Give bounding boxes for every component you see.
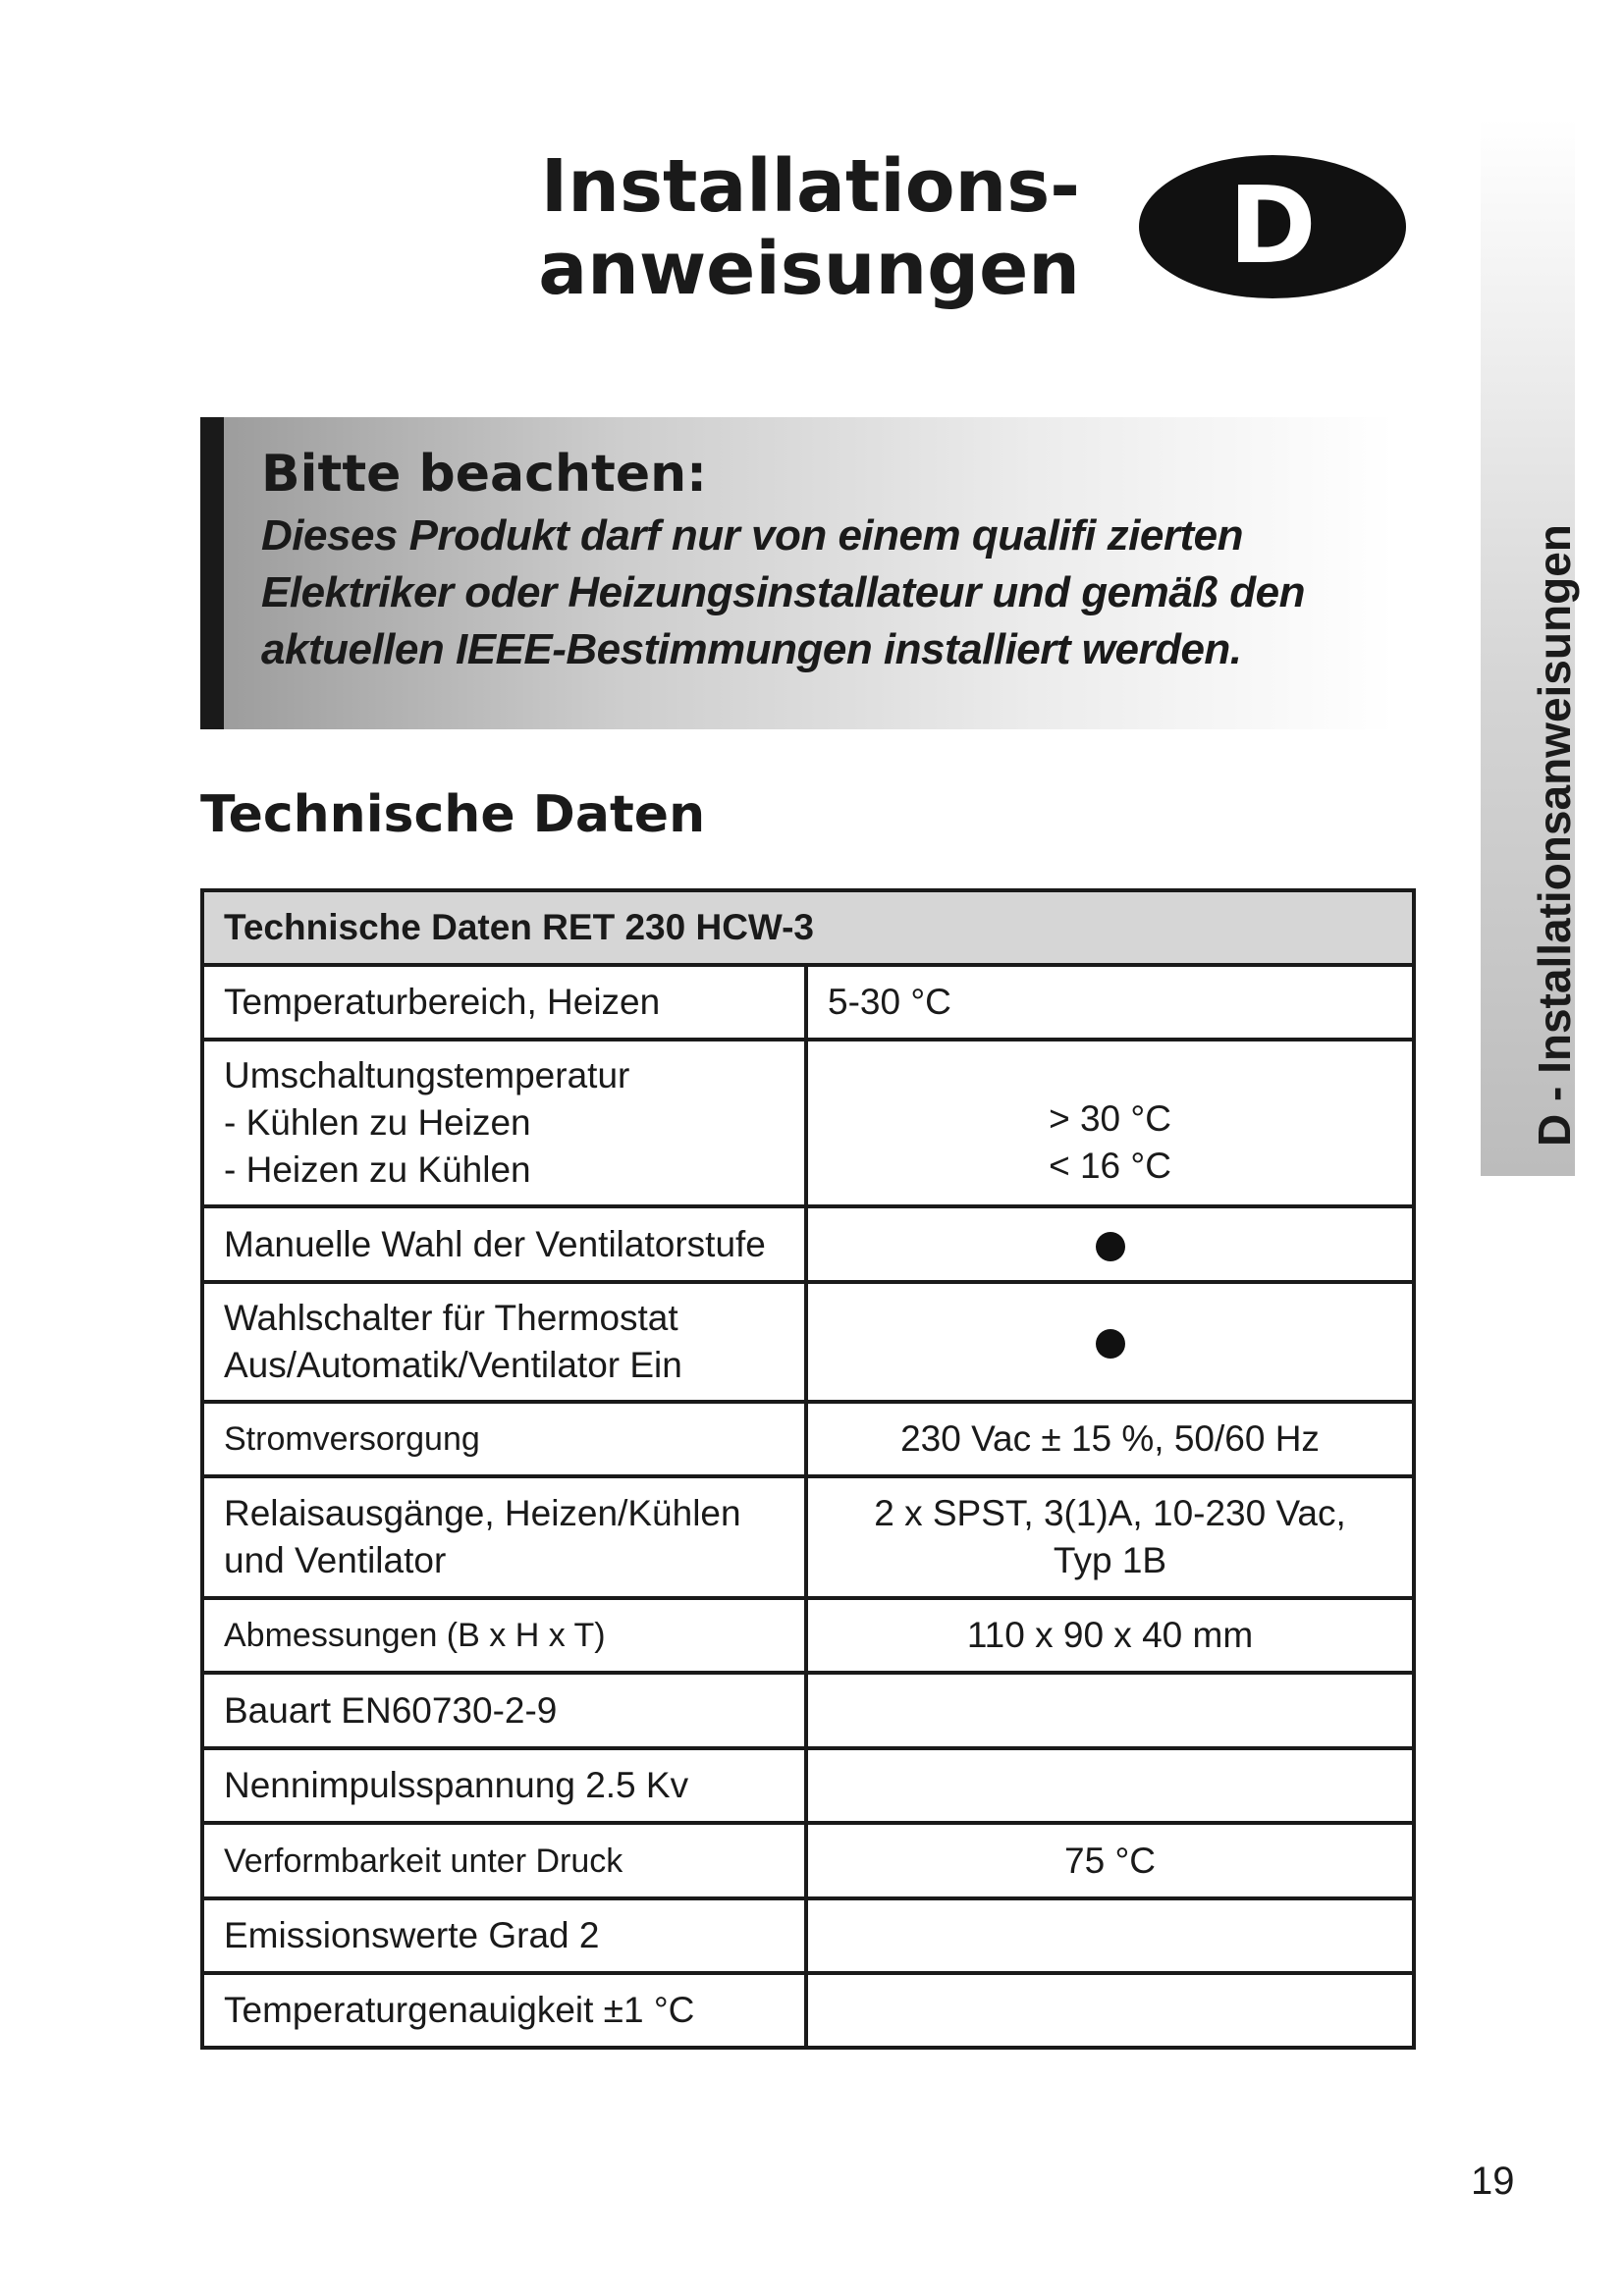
notice-heading: Bitte beachten: [261, 445, 707, 504]
table-row [202, 1898, 1414, 1973]
spec-label [202, 1476, 806, 1598]
spec-value-line: Typ 1B [1053, 1540, 1167, 1580]
spec-value: 5-30 °C [806, 965, 1414, 1040]
spec-value [806, 1282, 1414, 1402]
spec-label-line: Umschaltungstemperatur [224, 1055, 630, 1095]
spec-label-line: - Heizen zu Kühlen [224, 1149, 531, 1190]
page-title-line2: anweisungen [538, 227, 1080, 311]
spec-label: Nennimpulsspannung 2.5 Kv [202, 1748, 806, 1823]
spec-label: Verformbarkeit unter Druck [202, 1823, 806, 1898]
spec-label: Bauart EN60730-2-9 [202, 1673, 806, 1748]
section-title: Technische Daten [200, 785, 706, 844]
spec-label-line: Aus/Automatik/Ventilator Ein [224, 1345, 682, 1385]
spec-table [200, 888, 1416, 2050]
spec-label [202, 1282, 806, 1402]
side-tab-label: D - Installationsanweisungen [1529, 524, 1580, 1147]
spec-value-line: < 16 °C [1049, 1146, 1171, 1186]
spec-label-line: Wahlschalter für Thermostat [224, 1298, 678, 1338]
table-header-row [202, 890, 1414, 965]
table-row [202, 1476, 1414, 1598]
table-row [202, 1748, 1414, 1823]
table-row [202, 1282, 1414, 1402]
spec-value: 230 Vac ± 15 %, 50/60 Hz [806, 1402, 1414, 1476]
notice-accent-bar [200, 417, 224, 729]
table-row [202, 1823, 1414, 1898]
notice-text: Dieses Produkt darf nur von einem qualifi zierten Elektriker oder Heizungsinstallateur und gemäß den aktuellen IEEE-Bestimmungen installiert werden. [261, 511, 1306, 673]
spec-value [806, 1973, 1414, 2048]
table-row [202, 1673, 1414, 1748]
table-row [202, 1040, 1414, 1206]
table-row [202, 1973, 1414, 2048]
spec-label-line: - Kühlen zu Heizen [224, 1102, 531, 1143]
spec-label: Manuelle Wahl der Ventilatorstufe [202, 1206, 806, 1282]
spec-label: Temperaturgenauigkeit ±1 °C [202, 1973, 806, 2048]
language-badge: D [1139, 155, 1406, 298]
spec-label: Temperaturbereich, Heizen [202, 965, 806, 1040]
table-header: Technische Daten RET 230 HCW-3 [202, 890, 1414, 965]
bullet-dot-icon [1096, 1329, 1125, 1359]
spec-value [806, 1206, 1414, 1282]
spec-value: 75 °C [806, 1823, 1414, 1898]
spec-label: Abmessungen (B x H x T) [202, 1598, 806, 1673]
table-row [202, 1598, 1414, 1673]
spec-value [806, 1040, 1414, 1206]
page-title-line1: Installations- [540, 144, 1080, 229]
spec-label [202, 1040, 806, 1206]
spec-value-line: > 30 °C [1049, 1098, 1171, 1139]
bullet-dot-icon [1096, 1232, 1125, 1261]
spec-value [806, 1748, 1414, 1823]
spec-label: Stromversorgung [202, 1402, 806, 1476]
spec-value [806, 1476, 1414, 1598]
page-number: 19 [1471, 2160, 1515, 2203]
spec-value: 110 x 90 x 40 mm [806, 1598, 1414, 1673]
table-row [202, 965, 1414, 1040]
spec-label-line: und Ventilator [224, 1540, 447, 1580]
table-row [202, 1206, 1414, 1282]
page-title [471, 145, 1080, 310]
spec-label: Emissionswerte Grad 2 [202, 1898, 806, 1973]
spec-value [806, 1898, 1414, 1973]
table-row [202, 1402, 1414, 1476]
spec-value [806, 1673, 1414, 1748]
spec-label-line: Relaisausgänge, Heizen/Kühlen [224, 1493, 741, 1533]
notice-box [200, 417, 1394, 729]
spec-value-line: 2 x SPST, 3(1)A, 10-230 Vac, [874, 1493, 1346, 1533]
